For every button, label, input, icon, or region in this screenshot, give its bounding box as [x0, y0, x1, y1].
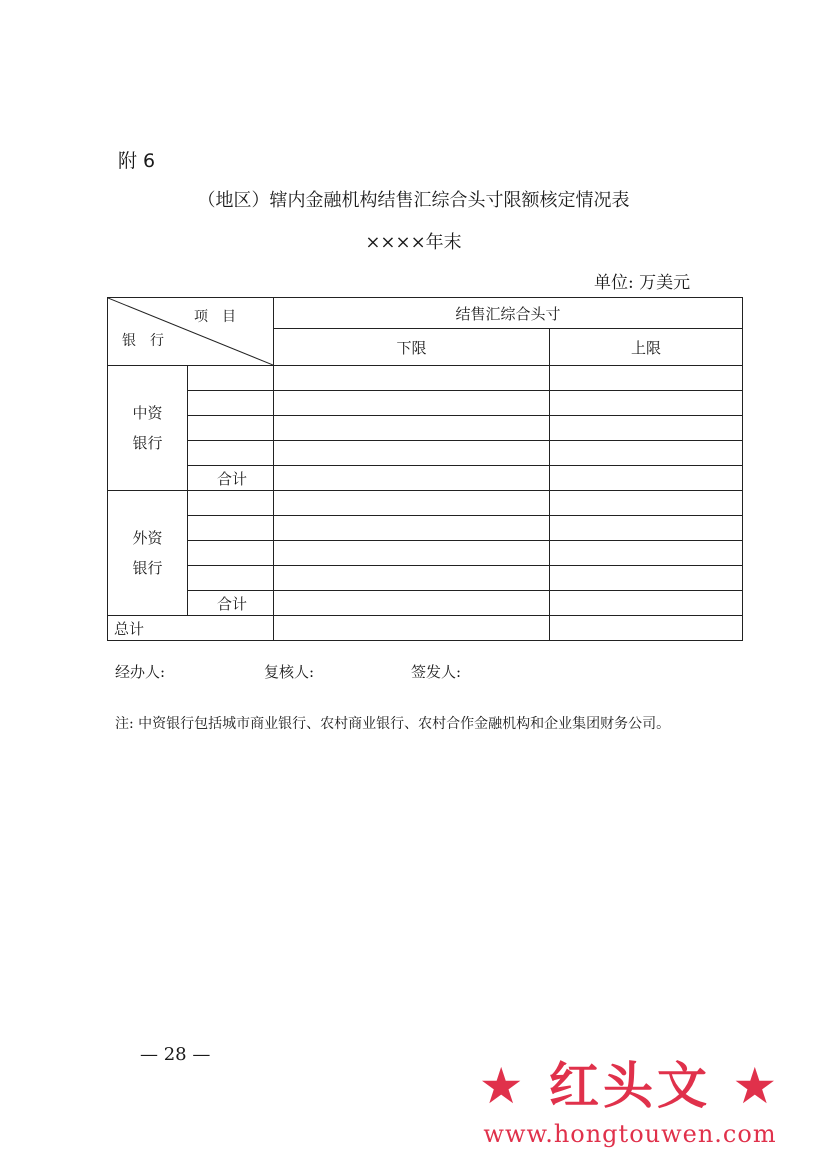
table-row [108, 616, 743, 641]
table-row [108, 541, 743, 566]
table-row [108, 366, 743, 391]
lower-cell [274, 616, 550, 641]
page-number: — 28 — [140, 1044, 211, 1065]
col-upper-header: 上限 [550, 329, 743, 366]
watermark-title: ★ 红头文 ★ [478, 1057, 782, 1115]
bank-name-cell [188, 541, 274, 566]
bank-name-cell [188, 391, 274, 416]
upper-cell [550, 416, 743, 441]
upper-cell [550, 516, 743, 541]
handler-label: 经办人: [115, 663, 166, 681]
upper-cell [550, 591, 743, 616]
table-row [108, 591, 743, 616]
lower-cell [274, 491, 550, 516]
attachment-label: 附 6 [118, 150, 156, 172]
group-label-domestic: 中资 银行 [108, 366, 188, 491]
bank-name-cell [188, 566, 274, 591]
table-row [108, 391, 743, 416]
lower-cell [274, 566, 550, 591]
bank-name-cell [188, 366, 274, 391]
upper-cell [550, 491, 743, 516]
bank-name-cell [188, 516, 274, 541]
upper-cell [550, 541, 743, 566]
upper-cell [550, 366, 743, 391]
diagonal-header-cell [108, 298, 274, 366]
diag-label-bank: 银 行 [122, 333, 164, 349]
upper-cell [550, 566, 743, 591]
lower-cell [274, 391, 550, 416]
bank-name-cell [188, 441, 274, 466]
table-row [108, 516, 743, 541]
lower-cell [274, 441, 550, 466]
document-title: （地区）辖内金融机构结售汇综合头寸限额核定情况表 [197, 190, 630, 211]
upper-cell [550, 391, 743, 416]
bank-name-cell [188, 416, 274, 441]
diag-label-item: 项 目 [194, 309, 236, 325]
lower-cell [274, 541, 550, 566]
limit-table [107, 297, 743, 641]
reviewer-label: 复核人: [264, 663, 315, 681]
upper-cell [550, 441, 743, 466]
table-row [108, 441, 743, 466]
lower-cell [274, 591, 550, 616]
group-label-foreign: 外资 银行 [108, 491, 188, 616]
bank-name-cell [188, 491, 274, 516]
subtotal-label: 合计 [188, 591, 274, 616]
footnote: 注: 中资银行包括城市商业银行、农村商业银行、农村合作金融机构和企业集团财务公司。 [115, 716, 671, 732]
table-row [108, 491, 743, 516]
upper-cell [550, 466, 743, 491]
period-label: ××××年末 [365, 232, 462, 253]
unit-label: 单位: 万美元 [594, 273, 691, 293]
lower-cell [274, 416, 550, 441]
table-row [108, 566, 743, 591]
watermark-url: www.hongtouwen.com [483, 1120, 777, 1148]
issuer-label: 签发人: [411, 663, 462, 681]
col-lower-header: 下限 [274, 329, 550, 366]
grand-total-label: 总计 [108, 616, 274, 641]
table-row [108, 466, 743, 491]
lower-cell [274, 516, 550, 541]
lower-cell [274, 366, 550, 391]
table-row [108, 416, 743, 441]
lower-cell [274, 466, 550, 491]
watermark [440, 1046, 820, 1156]
subtotal-label: 合计 [188, 466, 274, 491]
upper-cell [550, 616, 743, 641]
col-group-header: 结售汇综合头寸 [274, 298, 743, 329]
